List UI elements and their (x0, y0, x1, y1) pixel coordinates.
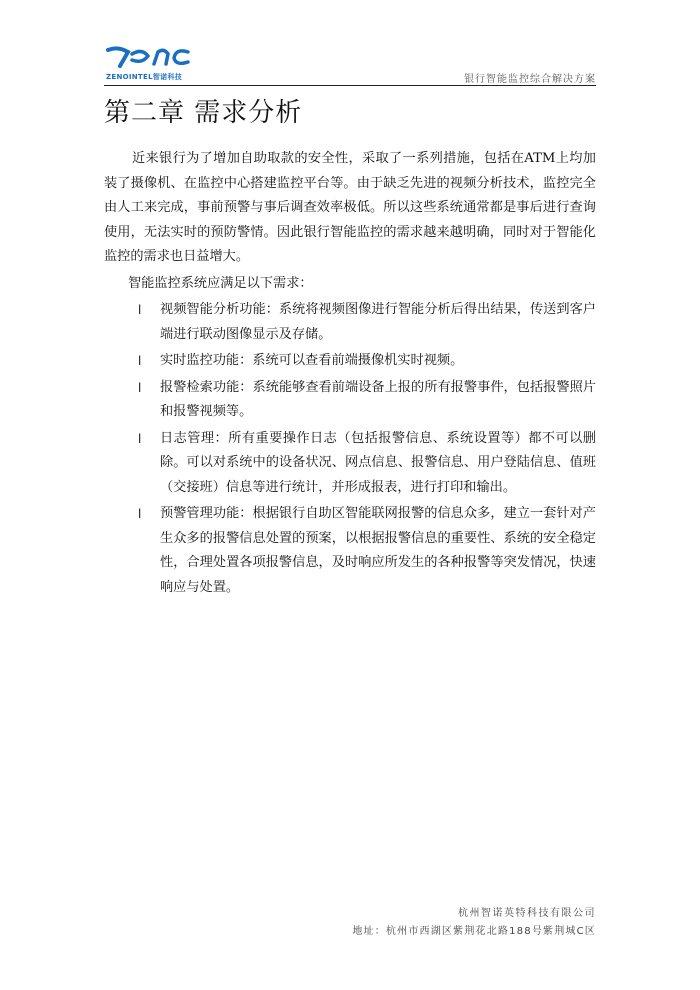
requirement-text: 报警检索功能：系统能够查看前端设备上报的所有报警事件，包括报警照片和报警视频等。 (160, 379, 596, 419)
requirements-list (104, 298, 596, 600)
requirement-text: 实时监控功能：系统可以查看前端摄像机实时视频。 (160, 353, 464, 368)
bullet-icon: l (138, 303, 142, 317)
chapter-title: 第二章 需求分析 (104, 98, 303, 128)
document-body (104, 147, 596, 600)
list-item (104, 427, 596, 501)
requirement-text: 日志管理：所有重要操作日志（包括报警信息、系统设置等）都不可以删除。可以对系统中的设备状况、网点信息、报警信息、用户登陆信息、值班（交接班）信息等进行统计，并形成报表，进行打印和输出。 (160, 430, 596, 495)
company-logo (106, 44, 202, 82)
intro-paragraph: 近来银行为了增加自助取款的安全性，采取了一系列措施，包括在ATM上均加装了摄像机、在监控中心搭建监控平台等。由于缺乏先进的视频分析技术，监控完全由人工来完成，事前预警与事后调查效率极低。所以这些系统通常都是事后进行查询使用，无法实时的预防警情。因此银行智能监控的需求越来越明确，同时对于智能化监控的需求也日益增大。 (104, 151, 596, 264)
list-item (104, 298, 596, 347)
list-item (104, 376, 596, 425)
logo-text: ZENOINTEL智诺科技 (106, 73, 183, 81)
footer-company: 杭州智诺英特科技有限公司 (458, 908, 596, 919)
bullet-icon: l (138, 380, 142, 395)
bullet-icon: l (138, 431, 142, 446)
list-item (104, 502, 596, 600)
list-item (104, 349, 596, 374)
header-subtitle: 银行智能监控综合解决方案 (464, 74, 596, 85)
requirement-text: 视频智能分析功能：系统将视频图像进行智能分析后得出结果，传送到客户端进行联动图像显示及存储。 (160, 302, 596, 342)
bullet-icon: l (138, 354, 142, 368)
logo-mark-icon (106, 44, 202, 72)
bullet-icon: l (138, 507, 142, 521)
footer-address: 地址：杭州市西湖区紫荆花北路188号紫荆城C区 (352, 926, 596, 937)
requirement-text: 预警管理功能：根据银行自助区智能联网报警的信息众多，建立一套针对产生众多的报警信息处置的预案，以根据报警信息的重要性、系统的安全稳定性，合理处置各项报警信息，及时响应所发生的各种报警等突发情况，快速响应与处置。 (160, 506, 596, 595)
requirements-lead: 智能监控系统应满足以下需求： (128, 275, 313, 291)
header-divider (104, 85, 596, 86)
